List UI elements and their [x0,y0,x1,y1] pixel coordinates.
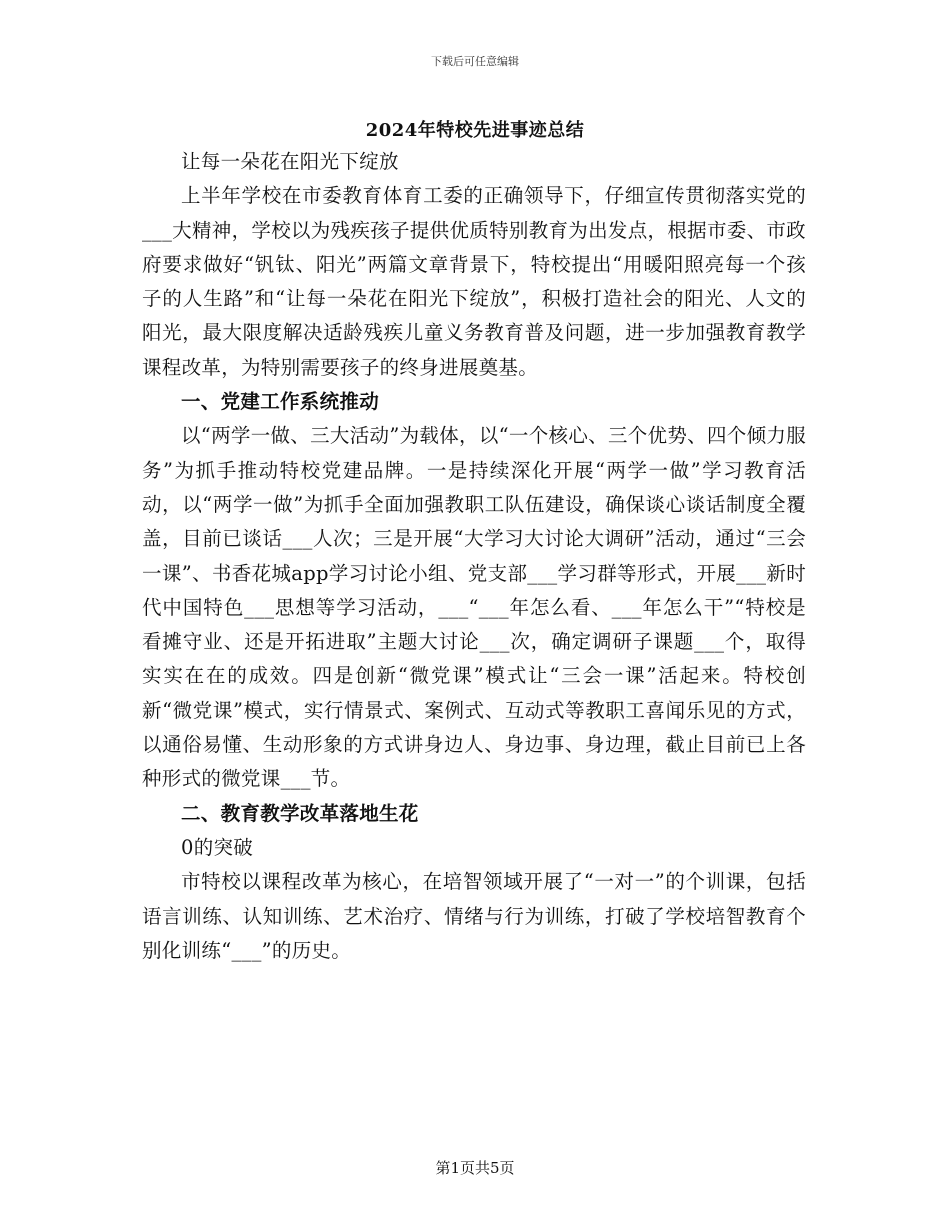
breakthrough-subheading: 0的突破 [181,835,254,859]
teaching-reform-paragraph: 市特校以课程改革为核心，在培智领域开展了“一对一”的个训课，包括语言训练、认知训练、艺术治疗、情绪与行为训练，打破了学校培智教育个别化训练“___”的历史。 [142,870,806,962]
document-title: 2024年特校先进事迹总结 [365,120,585,141]
document-body [142,145,806,968]
section-heading-teaching-reform: 二、教育教学改革落地生花 [181,801,419,825]
party-building-paragraph: 以“两学一做、三大活动”为载体，以“一个核心、三个优势、四个倾力服务”为抓手推动特校党建品牌。一是持续深化开展“两学一做”学习教育活动，以“两学一做”为抓手全面加强教职工队伍建设，确保谈心谈话制度全覆盖，目前已谈话___人次；三是开展“大学习大讨论大调研”活动，通过“三会一课”、书香花城app学习讨论小组、党支部___学习群等形式，开展___新时代中国特色___思想等学习活动，___“___年怎么看、___年怎么干”“特校是看摊守业、还是开拓进取”主题大讨论___次，确定调研子课题___个，取得实实在在的成效。四是创新“微党课”模式让“三会一课”活起来。特校创新“微党课”模式，实行情景式、案例式、互动式等教职工喜闻乐见的方式，以通俗易懂、生动形象的方式讲身边人、身边事、身边理，截止目前已上各种形式的微党课___节。 [142,424,806,791]
intro-paragraph: 上半年学校在市委教育体育工委的正确领导下，仔细宣传贯彻落实党的___大精神，学校以为残疾孩子提供优质特别教育为出发点，根据市委、市政府要求做好“钒钛、阳光”两篇文章背景下，特校提出“用暖阳照亮每一个孩子的人生路”和“让每一朵花在阳光下绽放”，积极打造社会的阳光、人文的阳光，最大限度解决适龄残疾儿童义务教育普及问题，进一步加强教育教学课程改革，为特别需要孩子的终身进展奠基。 [142,184,806,379]
page-header-note: 下载后可任意编辑 [431,55,519,68]
subtitle-paragraph: 让每一朵花在阳光下绽放 [181,150,399,173]
page-number: 第1页共5页 [435,1159,515,1177]
section-heading-party-building: 一、党建工作系统推动 [181,390,380,414]
